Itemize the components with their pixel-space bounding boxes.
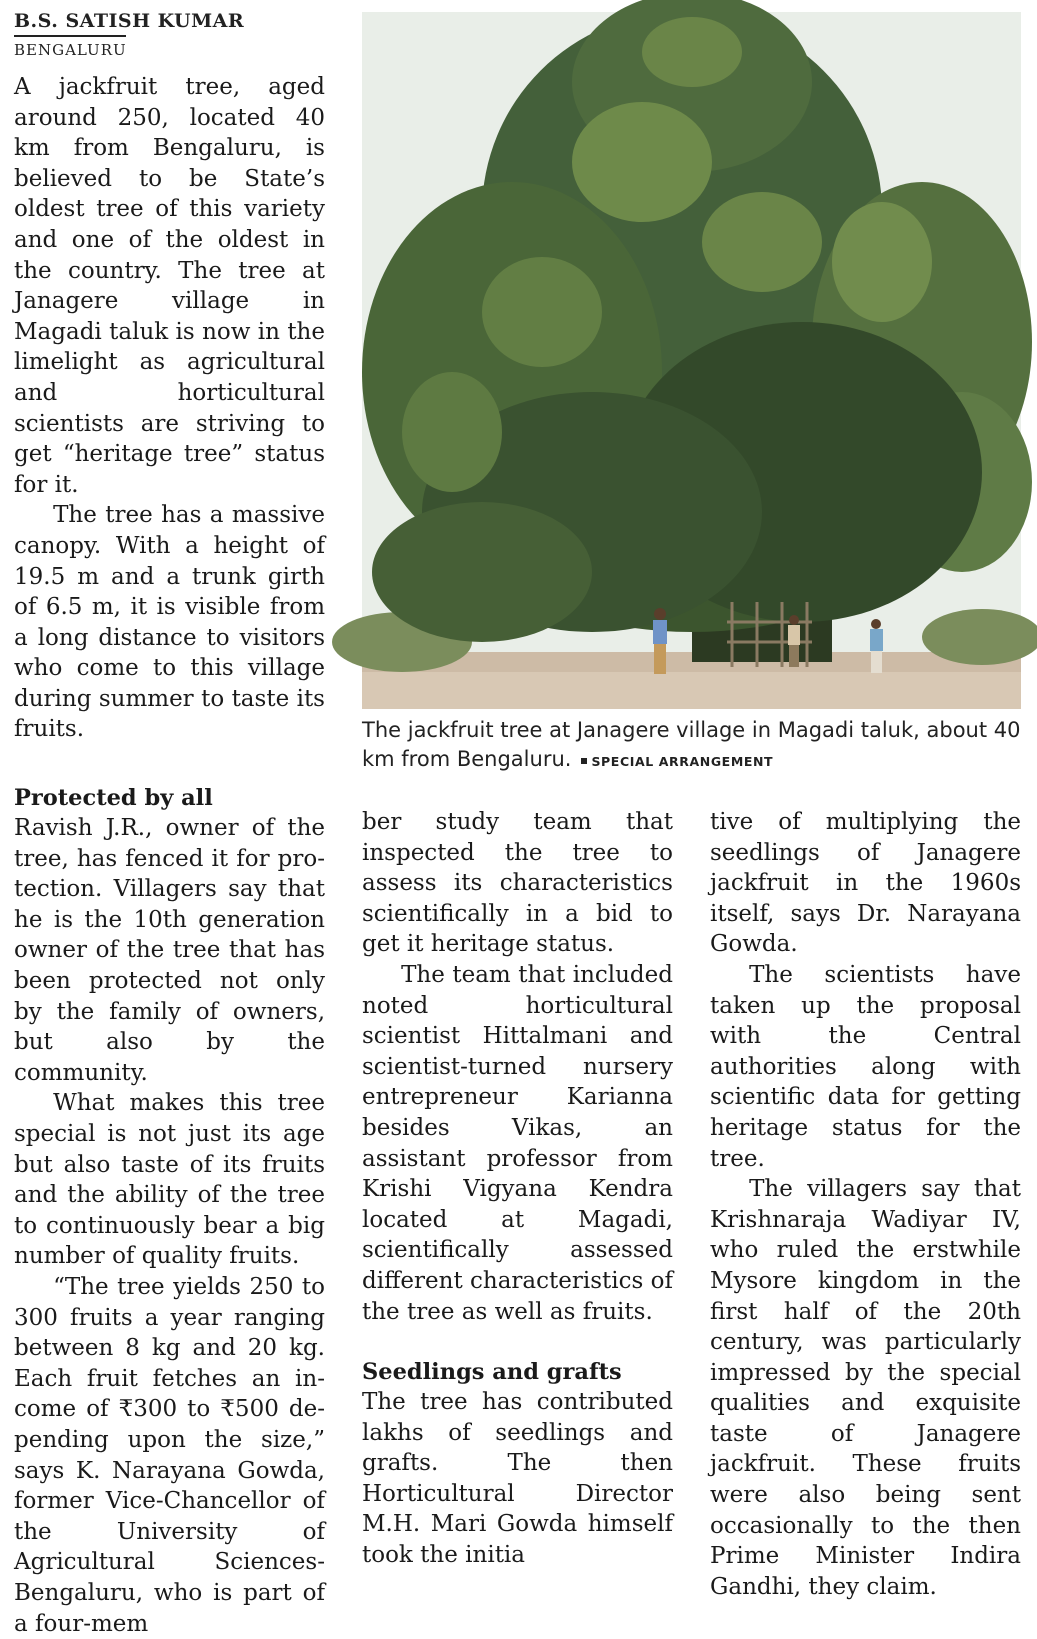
section2-paragraph-1a: The tree has contributed lakhs of seedlings and grafts. The then Horticultural Director M.H. Mari Gowda himself took the initia — [362, 1389, 673, 1569]
section2-paragraph-1b: tive of multiplying the seedlings of Janagere jackfruit in the 1960s itself, says Dr. Narayana Gowda. — [710, 809, 1021, 958]
photo-caption — [362, 716, 1021, 776]
section1-paragraph-2: What makes this tree special is not just its age but also taste of its fruits and the ability of the tree to continuously bear a big number of quality fruits. — [14, 1090, 325, 1270]
byline — [14, 8, 244, 59]
caption-text: The jackfruit tree at Janagere village in Magadi taluk, about 40 km from Bengaluru. — [362, 718, 1021, 771]
jackfruit-tree-illustration — [362, 12, 1021, 709]
subhead-seedlings: Seedlings and grafts — [362, 1359, 622, 1386]
section2-paragraph-3: The villagers say that Krishnaraja Wadiyar IV, who ruled the erstwhile Mysore kingdom in the first half of the 20th century, was particularly impressed by the special qualities and exquisite taste of Janagere jackfruit. These fruits were also being sent occasionally to the then Prime Minister Indira Gandhi, they claim. — [710, 1176, 1021, 1600]
intro-paragraph-2: The tree has a massive canopy. With a height of 19.5 m and a trunk girth of 6.5 m, it is visible from a long distance to visitors who come to this village during summer to taste its fruits. — [14, 502, 325, 743]
section1-paragraph-1: Ravish J.R., owner of the tree, has fenced it for protection. Villagers say that he is the 10th generation owner of the tree that has been protected not only by the family of owners, but also by the community. — [14, 815, 325, 1086]
article-column-3 — [710, 807, 1021, 1602]
article-column-1 — [14, 72, 325, 1639]
section1-paragraph-3b: ber study team that inspected the tree to assess its characteristics scientifically in a bid to get it heritage status. — [362, 809, 673, 958]
article-column-2 — [362, 807, 673, 1571]
credit-text: SPECIAL ARRANGEMENT — [591, 754, 774, 769]
section1-paragraph-4: The team that included noted horticultural scientist Hittalmani and scientist-turned nursery entrepreneur Karianna besides Vikas, an assistant professor from Krishi Vigyana Kendra located at Magadi, scientifically assessed different characteristics of the tree as well as fruits. — [362, 961, 673, 1325]
author-name: B.S. SATISH KUMAR — [14, 10, 245, 32]
section1-paragraph-3a: “The tree yields 250 to 300 fruits a year ranging between 8 kg and 20 kg. Each fruit fetches an income of ₹300 to ₹500 depending upon the size,” says K. Narayana Gowda, former Vice-Chancellor of the University of Agricultural Sciences-Bengaluru, who is part of a four-mem — [14, 1273, 325, 1637]
subhead-protected: Protected by all — [14, 785, 213, 812]
credit-square-icon — [581, 758, 587, 764]
author-rule — [14, 35, 126, 37]
photo-credit — [581, 754, 773, 769]
dateline: BENGALURU — [14, 41, 127, 59]
intro-paragraph-1: A jackfruit tree, aged around 250, located 40 km from Bengaluru, is believed to be State’s oldest tree of this variety and one of the oldest in the country. The tree at Janagere village in Magadi taluk is now in the limelight as agricultural and horticultural scientists are striving to get “heritage tree” status for it. — [14, 74, 325, 498]
section2-paragraph-2: The scientists have taken up the proposal with the Central authorities along with scientific data for getting heritage status for the tree. — [710, 961, 1021, 1172]
tree-photo — [362, 12, 1021, 709]
